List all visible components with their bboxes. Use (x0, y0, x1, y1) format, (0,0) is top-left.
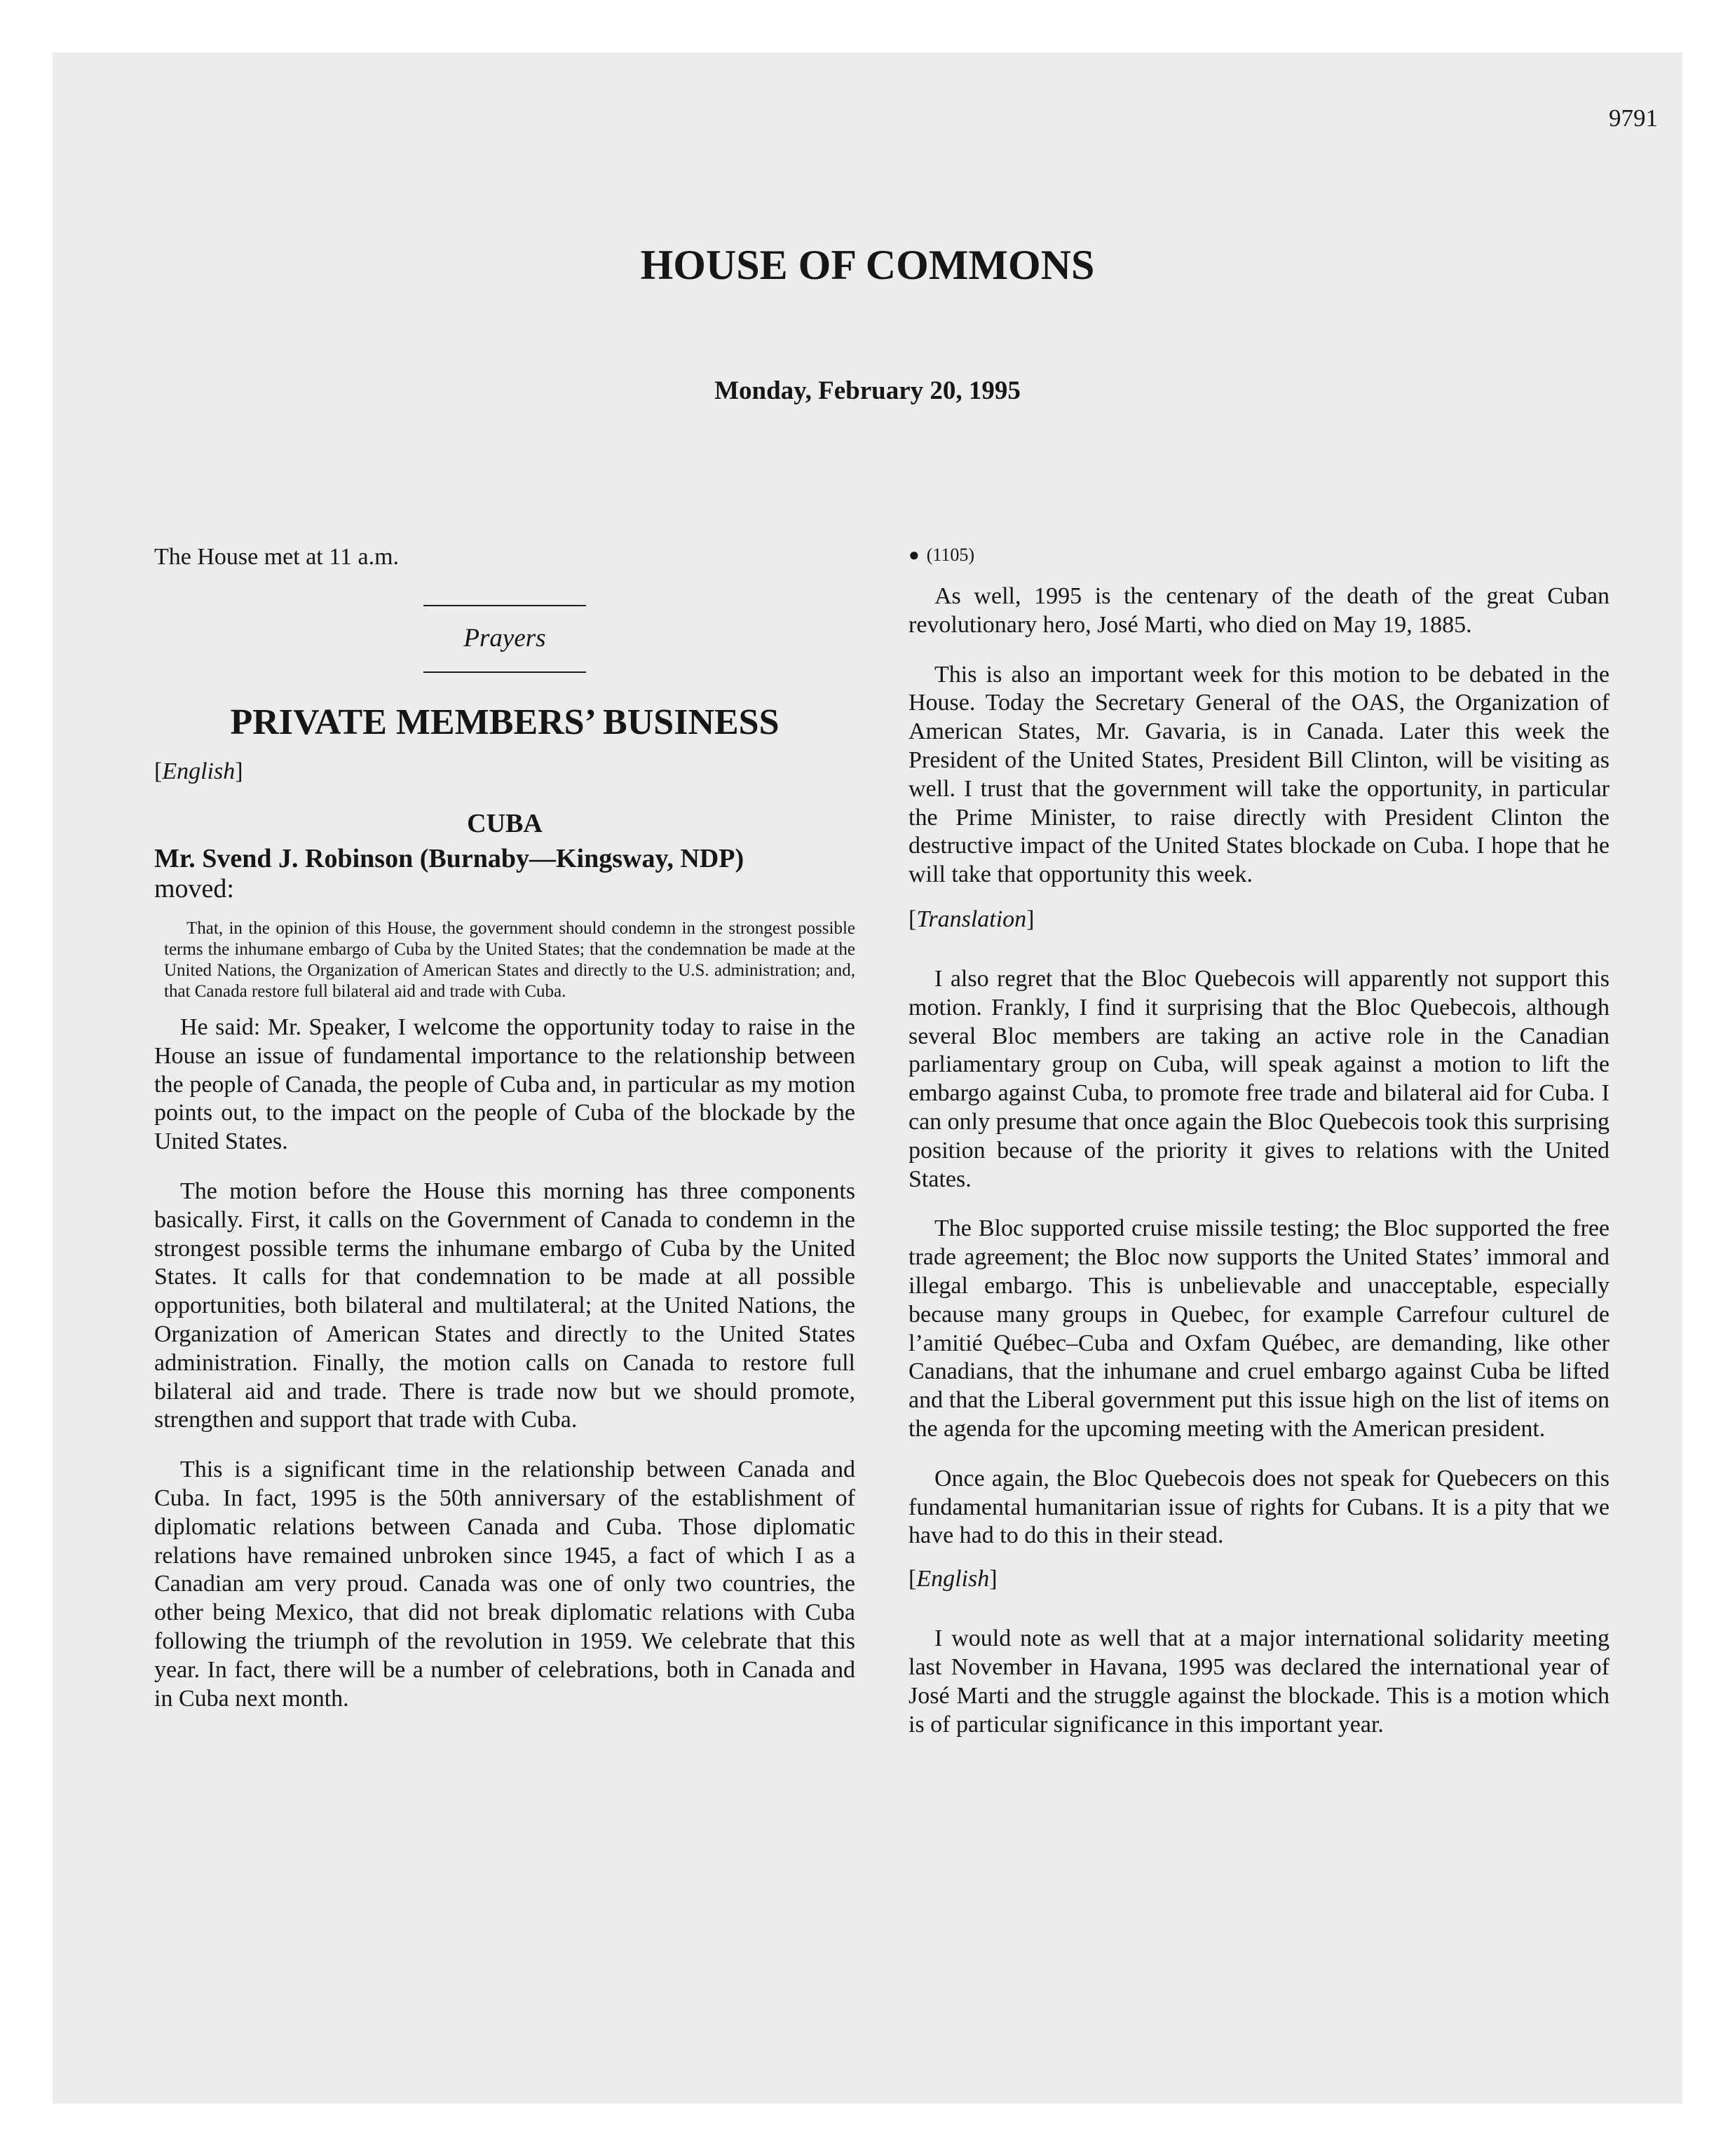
paragraph: The motion before the House this morning has three components basically. First, it calls on the Government of Canada to condemn in the strongest possible terms the inhumane embargo of Cuba by the United States. It calls for that condemnation to be made at all possible opportunities, both bilateral and multilateral; at the United Nations, the Organization of American States and directly to the United States administration. Finally, the motion calls on Canada to restore full bilateral aid and trade. There is trade now but we should promote, strengthen and support that trade with Cuba. (154, 1178, 855, 1433)
sitting-date: Monday, February 20, 1995 (714, 376, 1021, 405)
left-column (154, 543, 855, 1713)
paragraph: This is a significant time in the relationship between Canada and Cuba. In fact, 1995 is the 50th anniversary of the establishment of diplomatic relations between Canada and Cuba. Those diplomatic relations have remained unbroken since 1945, a fact of which I as a Canadian am very proud. Canada was one of only two countries, the other being Mexico, that did not break diplomatic relations with Cuba following the triumph of the revolution in 1959. We celebrate that this year. In fact, there will be a number of celebrations, both in Canada and in Cuba next month. (154, 1456, 855, 1712)
divider-rule (423, 671, 586, 673)
paragraph: The Bloc supported cruise missile testing; the Bloc supported the free trade agreement; the Bloc now supports the United States’ immoral and illegal embargo. This is unbelievable and unacceptable, especially because many groups in Quebec, for example Carrefour culturel de l’amitié Québec–Cuba and Oxfam Québec, are demanding, like other Canadians, that the inhumane and cruel embargo against Cuba be lifted and that the Liberal government put this issue high on the list of items on the agenda for the upcoming meeting with the American president. (909, 1215, 1610, 1442)
paragraph: He said: Mr. Speaker, I welcome the opportunity today to raise in the House an issue of fundamental importance to the relationship between the people of Canada, the people of Cuba and, in particular as my motion points out, to the impact on the people of Cuba of the blockade by the United States. (154, 1014, 855, 1155)
mover-line (154, 844, 855, 904)
language-tag-text: Translation (916, 906, 1027, 932)
meeting-line: The House met at 11 a.m. (154, 544, 400, 570)
language-tag-text: English (162, 758, 236, 784)
mover-name: Mr. Svend J. Robinson (Burnaby—Kingsway, NDP) (154, 844, 744, 873)
language-tag: [English] (154, 758, 243, 784)
bullet-icon: ● (909, 545, 920, 565)
motion-text: That, in the opinion of this House, the government should condemn in the strongest possible terms the inhumane embargo of Cuba by the United States; that the condemnation be made at the United Nations, the Organization of American States and directly to the U.S. administration; and, that Canada restore full bilateral aid and trade with Cuba. (164, 919, 855, 1001)
paragraph: This is also an important week for this motion to be debated in the House. Today the Secretary General of the OAS, the Organization of American States, Mr. Gavaria, is in Canada. Later this week the President of the United States, President Bill Clinton, will be visiting as well. I trust that the government will take the opportunity, in particular the Prime Minister, to raise directly with President Clinton the destructive impact of the United States blockade on Cuba. I hope that he will take that opportunity this week. (909, 661, 1610, 888)
paragraph: Once again, the Bloc Quebecois does not speak for Quebecers on this fundamental humanitarian issue of rights for Cubans. It is a pity that we have had to do this in their stead. (909, 1465, 1610, 1549)
mover-action: moved: (154, 874, 234, 903)
right-column (909, 543, 1610, 1739)
timestamp-text: (1105) (926, 545, 975, 565)
prayers-heading: Prayers (463, 624, 546, 653)
paragraph: I would note as well that at a major international solidarity meeting last November in Havana, 1995 was declared the international year of José Marti and the struggle against the blockade. This is a motion which is of particular significance in this important year. (909, 1625, 1610, 1738)
page-number: 9791 (1609, 104, 1658, 132)
hansard-page (53, 53, 1682, 2103)
page-title: HOUSE OF COMMONS (640, 242, 1095, 288)
language-tag: [Translation] (909, 906, 1035, 932)
timestamp (909, 543, 1610, 567)
paragraph: I also regret that the Bloc Quebecois will apparently not support this motion. Frankly, I find it surprising that the Bloc Quebecois, although several Bloc members are taking an active role in the Canadian parliamentary group on Cuba, will speak against a motion to lift the embargo against Cuba, to promote free trade and bilateral aid for Cuba. I can only presume that once again the Bloc Quebecois took this surprising position because of the priority it gives to relations with the United States. (909, 965, 1610, 1192)
language-tag-text: English (916, 1566, 990, 1592)
divider-rule (423, 605, 586, 606)
section-title: PRIVATE MEMBERS’ BUSINESS (230, 702, 780, 742)
language-tag: [English] (909, 1566, 998, 1592)
paragraph: As well, 1995 is the centenary of the death of the great Cuban revolutionary hero, José Marti, who died on May 19, 1885. (909, 583, 1610, 638)
subject-heading: CUBA (467, 809, 543, 838)
